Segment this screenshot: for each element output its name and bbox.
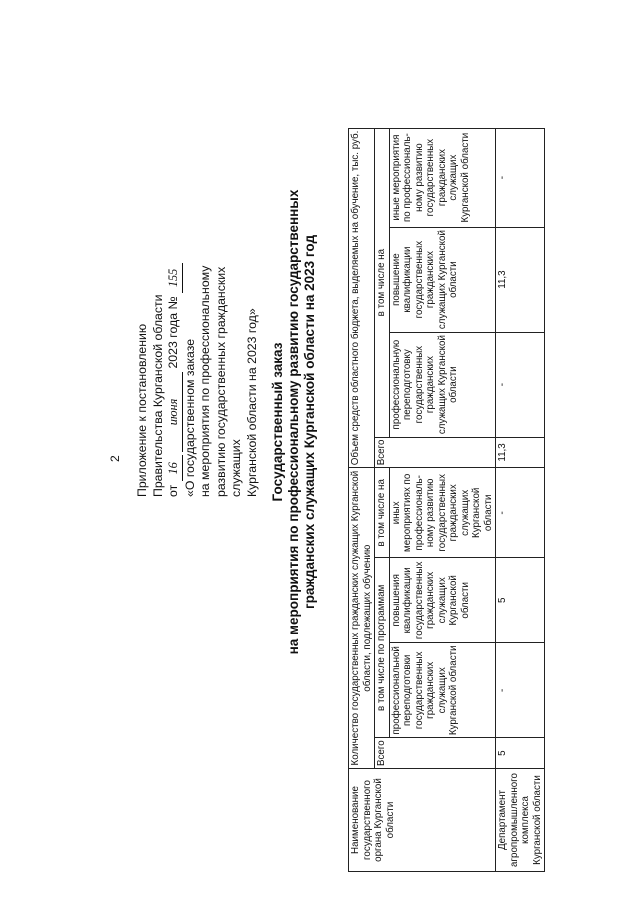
cell-budget-total: 11,3: [496, 437, 545, 468]
page-number: 2: [108, 455, 122, 462]
header-in-programs: в том числе по программам: [375, 558, 390, 738]
order-table: [348, 128, 545, 872]
document-number: 155: [166, 263, 183, 293]
header-budget-qualification: повышение квалификации государственных гражданских служащих Курганской области: [389, 227, 496, 332]
document-title: [270, 142, 318, 702]
cell-count-other: -: [496, 468, 545, 558]
title-line: гражданских служащих Курганской области на 2023 год: [302, 234, 317, 610]
date-prefix: от: [166, 484, 180, 497]
cell-count-total: 5: [496, 738, 545, 769]
cell-budget-retraining: -: [496, 332, 545, 437]
cell-department: Департамент агропромышленного комплекса Курганской области: [496, 769, 545, 872]
header-in-other: в том числе на: [375, 468, 390, 558]
header-count-other: иных мероприятиях по профессиональ-ному развитию государственных гражданских служащих Курганской области: [389, 468, 496, 558]
cell-budget-other: -: [496, 128, 545, 227]
date-year: 2023 года №: [166, 296, 180, 369]
date-day: 16: [166, 455, 183, 481]
header-budget-total: Всего: [375, 437, 496, 468]
header-count-qualification: повышения квалификации государственных гражданских служащих Курганской области: [389, 558, 496, 643]
appendix-line: Курганской области на 2023 год»: [244, 308, 259, 497]
title-line: Государственный заказ: [270, 342, 285, 502]
header-count-total: Всего: [375, 738, 496, 769]
appendix-line: развитию государственных гражданских: [213, 266, 228, 497]
table-row: [496, 128, 545, 871]
header-budget-retraining: профессиональную переподготовку государственных гражданских служащих Курганской области: [389, 332, 496, 437]
appendix-line: Правительства Курганской области: [150, 294, 165, 497]
appendix-line: на мероприятия по профессиональному: [198, 265, 212, 497]
header-count-retraining: профессиональной переподготовки государственных гражданских служащих Курганской области: [389, 643, 496, 738]
date-month: июня: [166, 372, 183, 452]
appendix-line: «О государственном заказе: [182, 338, 197, 497]
header-budget-including: в том числе на: [375, 128, 390, 437]
header-count-group: Количество государственных гражданских служащих Курганской области, подлежащих обучению: [349, 468, 375, 769]
header-budget-group: Объем средств областного бюджета, выделяемых на обучение, тыс. руб.: [349, 128, 375, 468]
cell-budget-qualification: 11,3: [496, 227, 545, 332]
cell-count-qualification: 5: [496, 558, 545, 643]
appendix-block: [135, 117, 260, 497]
header-budget-other: иные мероприятия по профессиональ-ному развитию государственных гражданских служащих Курганской области: [389, 128, 496, 227]
appendix-line: служащих: [229, 439, 243, 497]
cell-count-retraining: -: [496, 643, 545, 738]
title-line: на мероприятия по профессиональному развитию государственных: [286, 189, 301, 655]
appendix-line: Приложение к постановлению: [135, 323, 149, 497]
appendix-date-line: [166, 117, 183, 497]
header-name: Наименование государственного органа Курганской области: [349, 769, 496, 872]
